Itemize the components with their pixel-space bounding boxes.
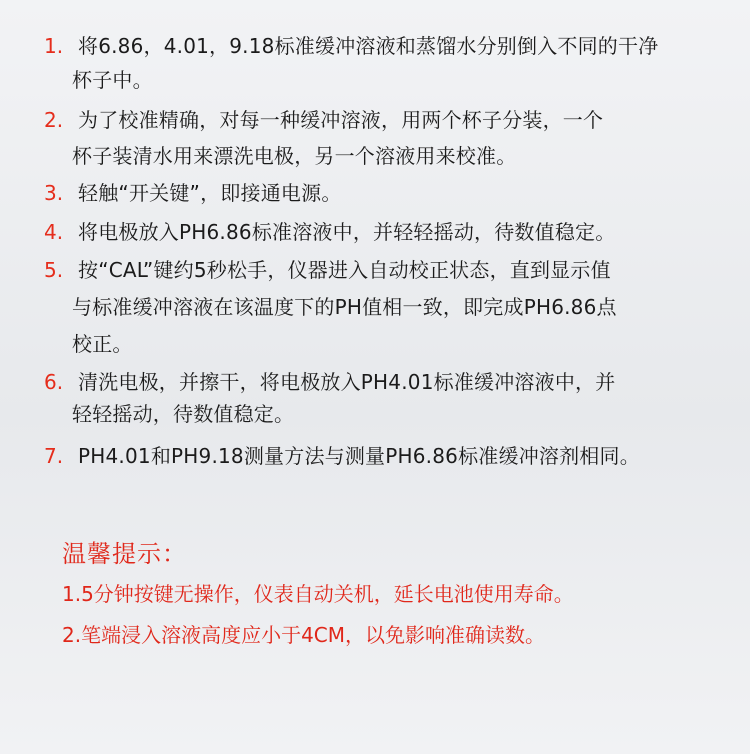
tips-title: 温馨提示：: [62, 540, 187, 568]
step-text-line: 将6.86，4.01，9.18标准缓冲溶液和蒸馏水分别倒入不同的干净: [78, 34, 659, 58]
step-text-line: 为了校准精确，对每一种缓冲溶液，用两个杯子分装，一个: [78, 108, 604, 132]
step-text-line: PH4.01和PH9.18测量方法与测量PH6.86标准缓冲溶剂相同。: [78, 444, 640, 468]
step-text-line: 清洗电极，并擦干，将电极放入PH4.01标准缓冲溶液中，并: [78, 370, 616, 394]
step-number: 2.: [44, 108, 64, 132]
step-text-line: 杯子中。: [72, 68, 153, 92]
step-text-line: 将电极放入PH6.86标准溶液中，并轻轻摇动，待数值稳定。: [78, 220, 616, 244]
step-text-line: 按“CAL”键约5秒松手，仪器进入自动校正状态，直到显示值: [78, 258, 611, 282]
step-number: 3.: [44, 181, 64, 205]
step-text-line: 校正。: [72, 332, 133, 356]
step-number: 4.: [44, 220, 64, 244]
step-number: 6.: [44, 370, 64, 394]
step-number: 7.: [44, 444, 64, 468]
tip-item: 1.5分钟按键无操作，仪表自动关机，延长电池使用寿命。: [62, 582, 574, 606]
tip-item: 2.笔端浸入溶液高度应小于4CM，以免影响准确读数。: [62, 623, 546, 647]
step-number: 5.: [44, 258, 64, 282]
step-text-line: 轻轻摇动，待数值稳定。: [72, 402, 295, 426]
step-text-line: 杯子装清水用来漂洗电极，另一个溶液用来校准。: [72, 144, 517, 168]
step-number: 1.: [44, 34, 64, 58]
step-text-line: 与标准缓冲溶液在该温度下的PH值相一致，即完成PH6.86点: [72, 295, 617, 319]
step-text-line: 轻触“开关键”，即接通电源。: [78, 181, 342, 205]
